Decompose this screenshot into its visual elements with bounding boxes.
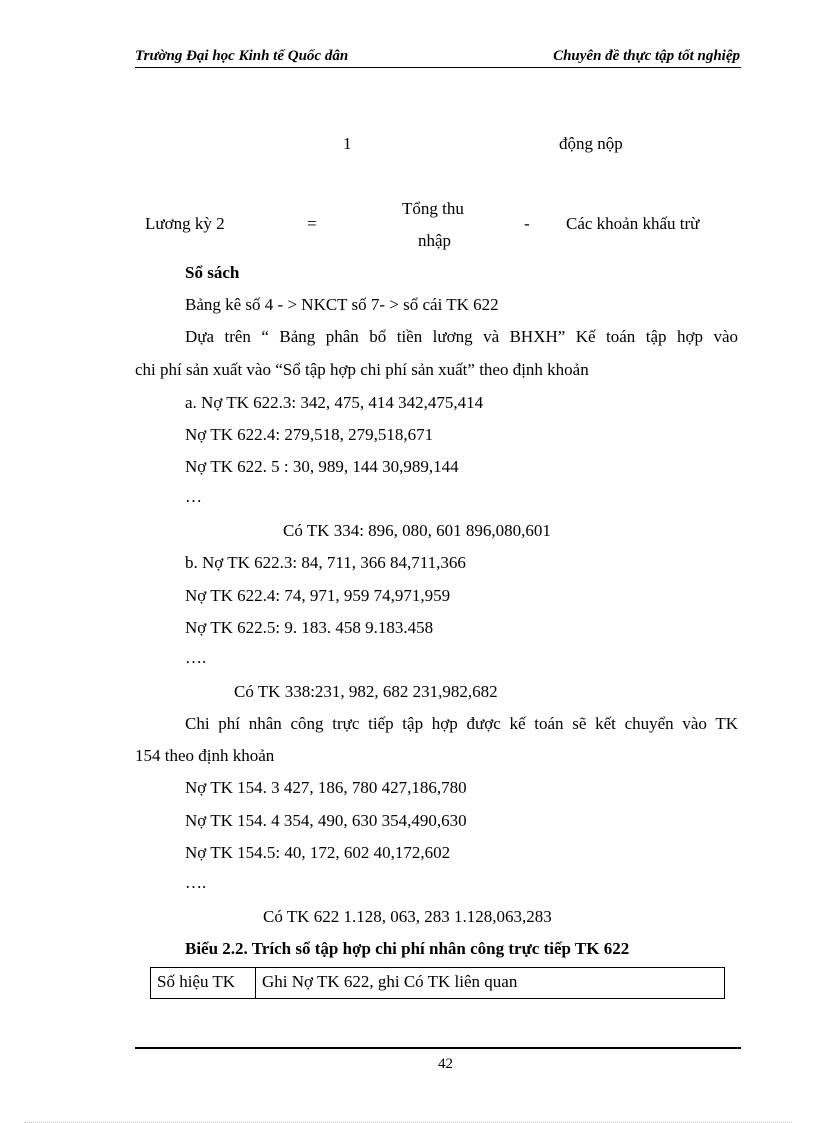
table-header-debit-credit: Ghi Nợ TK 622, ghi Có TK liên quan <box>256 968 725 999</box>
formula-right: Các khoản khấu trừ <box>566 214 700 233</box>
table-caption: Biểu 2.2. Trích sổ tập hợp chi phí nhân công trực tiếp TK 622 <box>185 939 630 958</box>
formula-mid-top: Tổng thu <box>402 199 464 218</box>
entry-line: Nợ TK 154. 4 354, 490, 630 354,490,630 <box>185 811 467 830</box>
entry-line: Nợ TK 622.5: 9. 183. 458 9.183.458 <box>185 618 434 637</box>
table-row <box>151 968 725 999</box>
table-header-account-code: Số hiệu TK <box>151 968 256 999</box>
paragraph-line: chi phí sản xuất vào “Sổ tập hợp chi phí sản xuất” theo định khoản <box>135 360 589 379</box>
entry-line: Nợ TK 622.4: 74, 971, 959 74,971,959 <box>185 586 451 605</box>
section-heading: Sổ sách <box>185 263 240 282</box>
paragraph-line: Chi phí nhân công trực tiếp tập hợp được kế toán sẽ kết chuyển vào TK <box>185 714 738 733</box>
ledger-table <box>150 967 725 999</box>
formula-minus: - <box>524 214 530 233</box>
credit-line: Có TK 622 1.128, 063, 283 1.128,063,283 <box>263 907 552 926</box>
credit-line: Có TK 338:231, 982, 682 231,982,682 <box>234 682 498 701</box>
top-text: động nộp <box>559 134 623 153</box>
ellipsis: …. <box>185 873 207 892</box>
entry-line: Nợ TK 154.5: 40, 172, 602 40,172,602 <box>185 843 451 862</box>
top-number: 1 <box>343 134 352 153</box>
footer-rule <box>135 1047 741 1049</box>
header-report-title: Chuyên đề thực tập tốt nghiệp <box>553 48 740 64</box>
entry-line: b. Nợ TK 622.3: 84, 711, 366 84,711,366 <box>185 553 466 572</box>
formula-left: Lương kỳ 2 <box>145 214 225 233</box>
ellipsis: …. <box>185 648 207 667</box>
entry-line: Nợ TK 622.4: 279,518, 279,518,671 <box>185 425 434 444</box>
ellipsis: … <box>185 487 202 506</box>
formula-mid-bottom: nhập <box>418 231 452 250</box>
credit-line: Có TK 334: 896, 080, 601 896,080,601 <box>283 521 551 540</box>
page-number: 42 <box>438 1056 453 1072</box>
header-school-name: Trường Đại học Kinh tế Quốc dân <box>135 48 349 64</box>
entry-line: Nợ TK 622. 5 : 30, 989, 144 30,989,144 <box>185 457 459 476</box>
header-rule <box>135 67 741 68</box>
formula-equals: = <box>307 214 317 233</box>
entry-line: Nợ TK 154. 3 427, 186, 780 427,186,780 <box>185 778 467 797</box>
paragraph-line: 154 theo định khoản <box>135 746 275 765</box>
ledger-flow: Bảng kê số 4 - > NKCT số 7- > sổ cái TK 622 <box>185 295 499 314</box>
entry-line: a. Nợ TK 622.3: 342, 475, 414 342,475,414 <box>185 393 484 412</box>
paragraph-line: Dựa trên “ Bảng phân bổ tiền lương và BHXH” Kế toán tập hợp vào <box>185 327 738 346</box>
